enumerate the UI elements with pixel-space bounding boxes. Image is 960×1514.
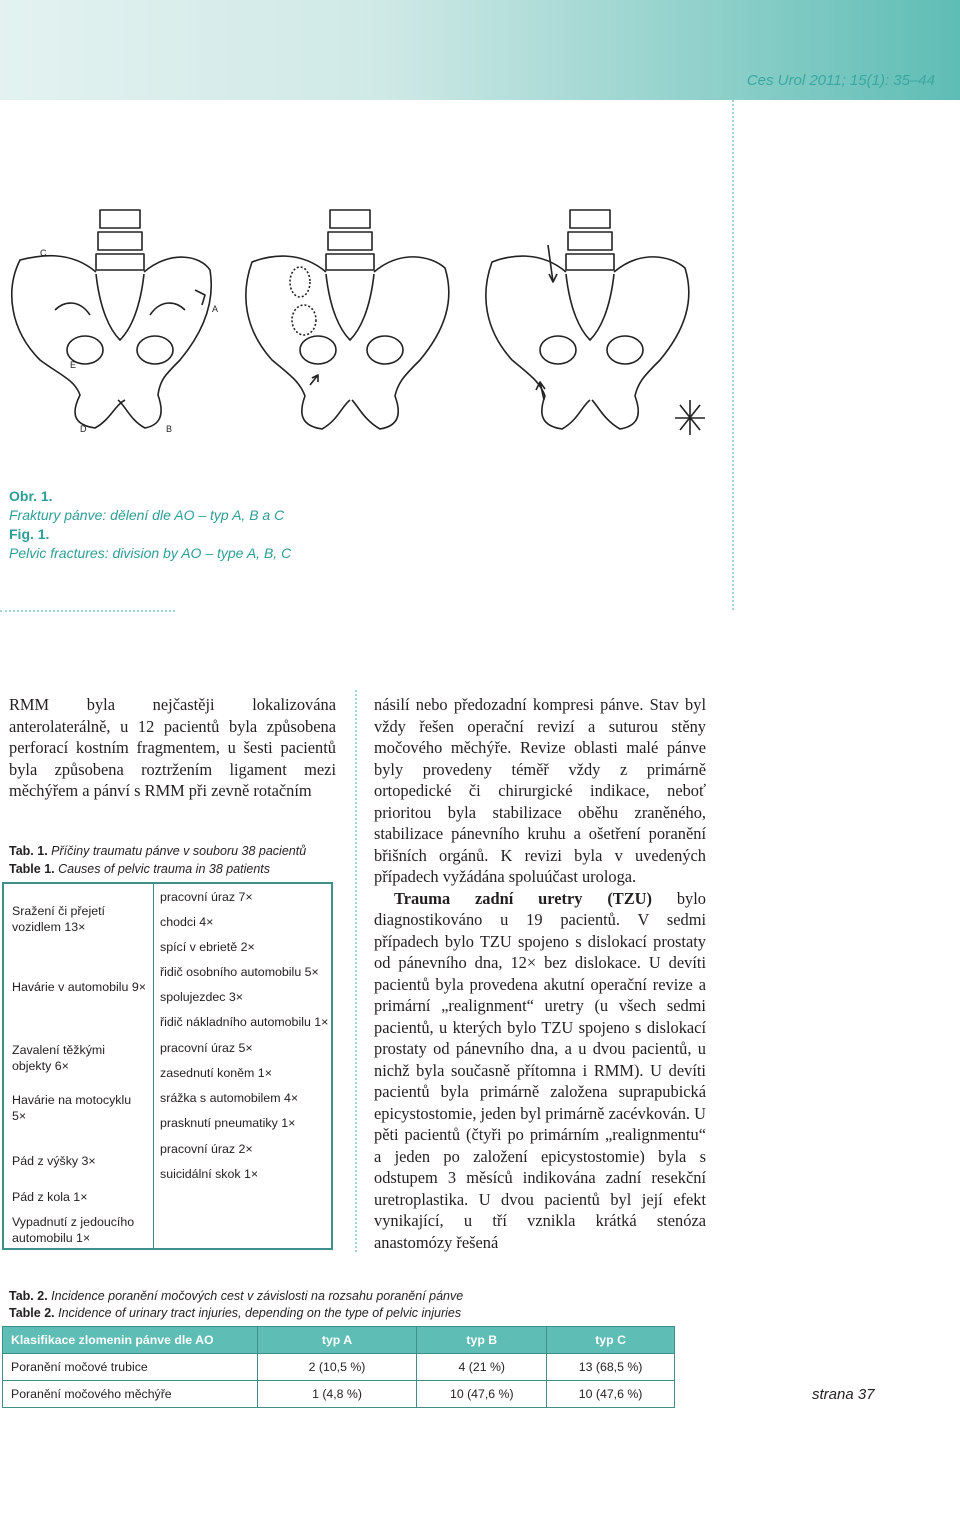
figure-caption-fig-text: Pelvic fractures: division by AO – type A, B, C	[9, 545, 292, 561]
table2-cell: 13 (68,5 %)	[547, 1354, 675, 1381]
table1-cap-cz-text: Příčiny traumatu pánve v souboru 38 pacientů	[51, 844, 307, 858]
table1-detail: řidič osobního automobilu 5×	[160, 965, 319, 979]
table1-cause: Zavalení těžkými objekty 6×	[12, 1043, 105, 1073]
table1-detail: pracovní úraz 7×	[160, 890, 253, 904]
figure-letter-c: C	[40, 248, 47, 258]
figure-caption-obr-text: Fraktury pánve: dělení dle AO – typ A, B a C	[9, 507, 285, 523]
table-row	[3, 1381, 675, 1408]
table2-cell: 2 (10,5 %)	[257, 1354, 417, 1381]
table2-caption	[9, 1288, 463, 1322]
table2-cap-en-label: Table 2.	[9, 1306, 55, 1320]
table2-cell: 10 (47,6 %)	[547, 1381, 675, 1408]
right-paragraph-2-rest: bylo diagnostikováno u 19 pacientů. V sedmi případech bylo TZU spojeno s dislokací prostaty od pánevního dna, 12× bez dislokace. U devíti pacientů byla provedena akutní operační revize a primární „realignment“ uretry (u všech sedmi pacientů, u kterých bylo TZU spojeno s dislokací prostaty od pánevního dna, a u dvou pacientů, u nichž byla současně přítomna i RMM). U devíti pacientů byla primárně založena suprapubická epicystostomie, jeden byl primárně zacévkován. U pěti pacientů (čtyři po primárním „realignmentu“ a jeden po založení epicystostomie) byla s odstupem 3 měsíců indikována zadní resekční uretroplastika. U dvou pacientů byl její efekt vynikající, u tří vznikla krátká stenóza anastomózy řešená	[374, 888, 706, 1252]
table1-cause: Sražení či přejetí vozidlem 13×	[12, 904, 105, 934]
right-paragraph-1: násilí nebo předozadní kompresi pánve. Stav byl vždy řešen operační revizí a suturou stěny močového měchýře. Revize oblasti malé pánve byly provedeny téměř vždy z primárně ortopedické či chirurgické indikace, neboť prioritou byla stabilizace oběhu zraněného, stabilizace pánevního kruhu a ošetření poranění břišních orgánů. K revizi byla v uvedených případech vyžádána spoluúčast urologa.	[374, 695, 706, 886]
table1-cap-en-label: Table 1.	[9, 862, 55, 876]
right-paragraph-2-bold: Trauma zadní uretry (TZU)	[394, 888, 652, 908]
pelvis-drawings	[0, 200, 760, 460]
figure-caption-obr-label: Obr. 1.	[9, 488, 53, 504]
table1-detail: spolujezdec 3×	[160, 990, 244, 1004]
table1-detail: pracovní úraz 2×	[160, 1142, 253, 1156]
right-paragraph-2	[374, 888, 706, 1254]
table1-detail: pracovní úraz 5×	[160, 1041, 253, 1055]
column-dotted-rule	[355, 690, 357, 1252]
table2-cap-cz-text: Incidence poranění močových cest v závislosti na rozsahu poranění pánve	[51, 1289, 464, 1303]
table2-header: typ B	[417, 1327, 547, 1354]
right-column-text	[374, 694, 706, 1253]
table1-divider	[153, 884, 154, 1248]
table1-cap-en-text: Causes of pelvic trauma in 38 patients	[58, 862, 271, 876]
table2-cell: Poranění močové trubice	[3, 1354, 258, 1381]
figure-caption	[9, 487, 291, 563]
table1-cap-cz-label: Tab. 1.	[9, 844, 48, 858]
figure-letter-e: E	[70, 360, 77, 370]
figure-caption-fig-label: Fig. 1.	[9, 526, 50, 542]
table1-cause: Havárie na motocyklu 5×	[12, 1093, 132, 1123]
table2-header: typ C	[547, 1327, 675, 1354]
table2-header: Klasifikace zlomenin pánve dle AO	[3, 1327, 258, 1354]
caption-dotted-rule	[0, 610, 175, 612]
figure-letter-d: D	[80, 424, 87, 434]
table1-detail: prasknutí pneumatiky 1×	[160, 1116, 296, 1130]
table2-cap-cz-label: Tab. 2.	[9, 1289, 48, 1303]
table2-cell: 4 (21 %)	[417, 1354, 547, 1381]
table-row	[3, 1354, 675, 1381]
table1-detail: řidič nákladního automobilu 1×	[160, 1015, 329, 1029]
table2-cell: 10 (47,6 %)	[417, 1381, 547, 1408]
pelvis-type-a	[12, 210, 211, 428]
table1	[2, 882, 333, 1250]
table1-detail: srážka s automobilem 4×	[160, 1091, 299, 1105]
table2	[2, 1326, 675, 1408]
table2-cap-en-text: Incidence of urinary tract injuries, depending on the type of pelvic injuries	[58, 1306, 462, 1320]
table1-cause: Vypadnutí z jedoucího automobilu 1×	[12, 1215, 135, 1245]
page-number: strana 37	[812, 1386, 875, 1403]
table1-detail: chodci 4×	[160, 915, 214, 929]
table1-cause: Havárie v automobilu 9×	[12, 980, 146, 994]
figure-letter-a: A	[212, 304, 219, 314]
table2-header: typ A	[257, 1327, 417, 1354]
table2-cell: 1 (4,8 %)	[257, 1381, 417, 1408]
table1-detail: spící v ebrietě 2×	[160, 940, 255, 954]
table1-caption	[9, 842, 354, 878]
pelvis-type-b	[246, 210, 449, 429]
table2-header-row	[3, 1327, 675, 1354]
pelvis-figure	[0, 200, 760, 460]
figure-letter-b: B	[166, 424, 173, 434]
pelvis-type-c	[486, 210, 705, 435]
table1-detail: zasednutí koněm 1×	[160, 1066, 272, 1080]
table1-cause: Pád z kola 1×	[12, 1190, 88, 1204]
table1-cause: Pád z výšky 3×	[12, 1154, 96, 1168]
table1-detail: suicidální skok 1×	[160, 1167, 259, 1181]
journal-citation: Ces Urol 2011; 15(1): 35–44	[746, 72, 935, 89]
table2-cell: Poranění močového měchýře	[3, 1381, 258, 1408]
left-paragraph: RMM byla nejčastěji lokalizována anterolaterálně, u 12 pacientů byla způsobena perforací kostním fragmentem, u šesti pacientů byla způsobena roztržením ligament mezi měchýřem a pánví s RMM při zevně rotačním	[9, 695, 336, 800]
